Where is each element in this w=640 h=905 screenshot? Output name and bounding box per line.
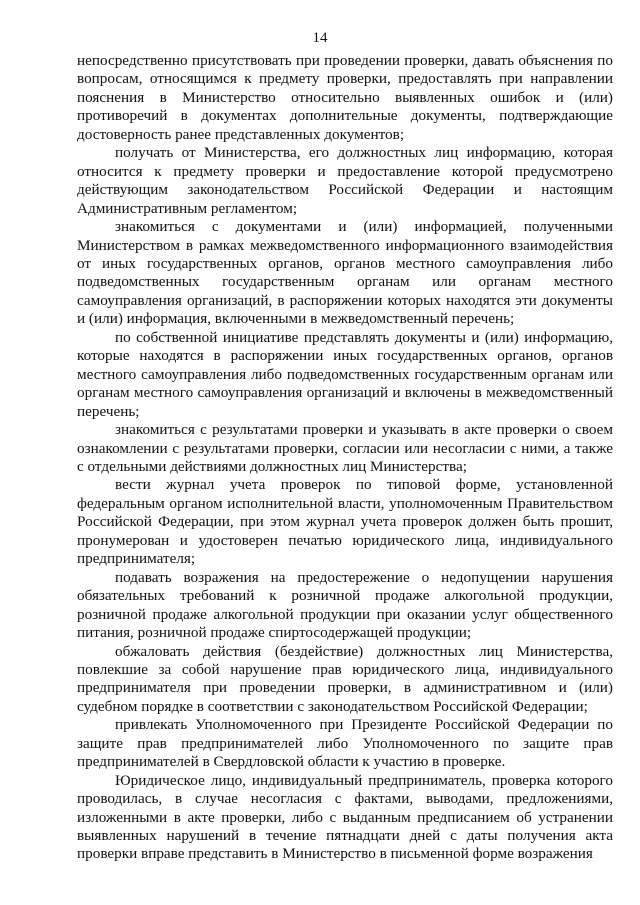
paragraph-disagreement-objections: Юридическое лицо, индивидуальный предприниматель, проверка которого проводилась, в случае несогласия с фактами, выводами, предложениями, изложенными в акте проверки, либо с выданным предписанием об устранении выявленных нарушений в течение пятнадцати дней с даты получения акта проверки вправе представить в Министерство в письменной форме возражения [77,771,613,863]
paragraph-file-objections: подавать возражения на предостережение о недопущении нарушения обязательных требований к розничной продаже алкогольной продукции, розничной продаже алкогольной продукции при оказании услуг общественного питания, розничной продаже спиртосодержащей продукции; [77,568,613,642]
paragraph-right-to-receive-information: получать от Министерства, его должностных лиц информацию, которая относится к предмету проверки и предоставление которой предусмотрено действующим законодательством Российской Федерации и настоящим Административным регламентом; [77,144,613,217]
paragraph-right-to-review-results: знакомиться с результатами проверки и указывать в акте проверки о своем ознакомлении с результатами проверки, согласии или несогласии с ними, а также с отдельными действиями должностных лиц Министерства; [77,421,613,475]
paragraph-right-to-review-documents: знакомиться с документами и (или) информацией, полученными Министерством в рамках межведомственного информационного взаимодействия от иных государственных органов, органов местного самоуправления либо подведомственных государственным органам или органам местного самоуправления организаций, в распоряжении которых находятся эти документы и (или) информация, включенными в межведомственный перечень; [77,218,613,328]
paragraph-appeal-actions: обжаловать действия (бездействие) должностных лиц Министерства, повлекшие за собой нарушение прав юридического лица, индивидуального предпринимателя при проведении проверки, в административном и (или) судебном порядке в соответствии с законодательством Российской Федерации; [77,642,613,715]
paragraph-right-to-be-present: непосредственно присутствовать при проведении проверки, давать объяснения по вопросам, относящимся к предмету проверки, предоставлять при направлении пояснения в Министерство относительно выявленных ошибок и (или) противоречий в документах дополнительные документы, подтверждающие достоверность ранее представленных документов; [77,52,613,143]
paragraph-right-to-submit-documents: по собственной инициативе представлять документы и (или) информацию, которые находятся в распоряжении иных государственных органов, органов местного самоуправления либо подведомственных государственным органам или органам местного самоуправления организаций и включены в межведомственный перечень; [77,328,613,420]
paragraph-inspection-log: вести журнал учета проверок по типовой форме, установленной федеральным органом исполнительной власти, уполномоченным Правительством Российской Федерации, при этом журнал учета проверок должен быть прошит, пронумерован и удостоверен печатью юридического лица, индивидуального предпринимателя; [77,476,613,568]
page-number: 14 [312,30,328,46]
document-body [77,52,613,864]
paragraph-involve-ombudsman: привлекать Уполномоченного при Президенте Российской Федерации по защите прав предпринимателей либо Уполномоченного по защите прав предпринимателей в Свердловской области к участию в проверке. [77,716,613,771]
